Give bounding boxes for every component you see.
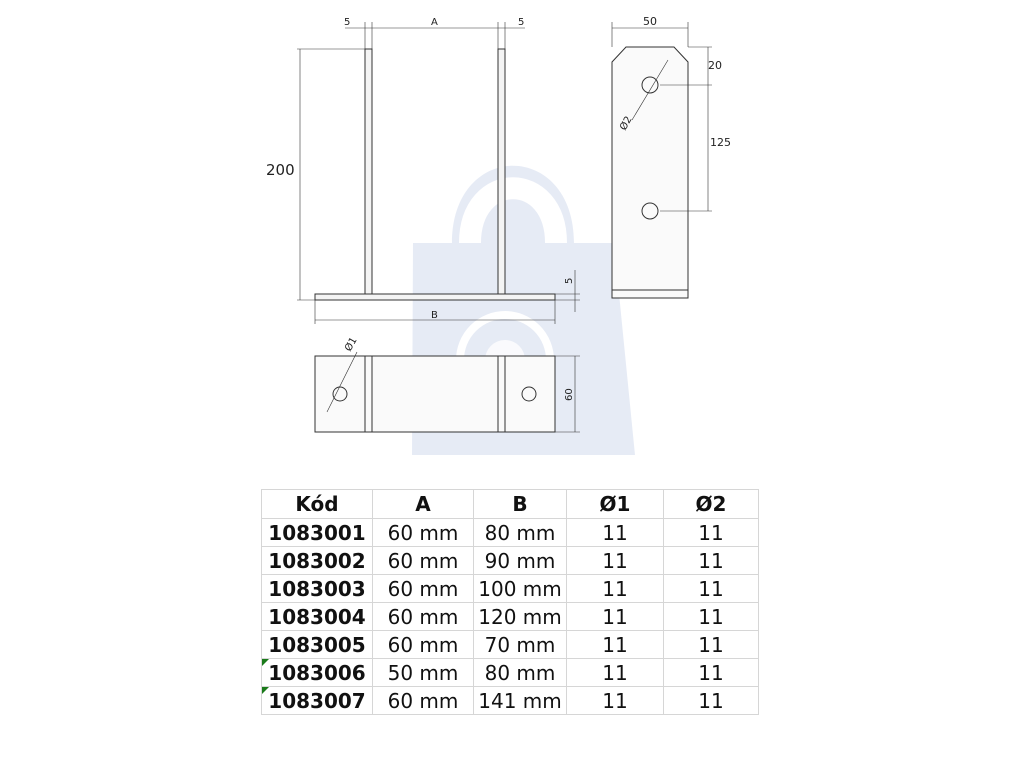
cell-b: 80 mm: [474, 659, 567, 687]
cell-d2: 11: [664, 687, 759, 715]
table-row: [262, 575, 759, 603]
cell-b: 80 mm: [474, 519, 567, 547]
dim-hole-spacing: 125: [710, 136, 731, 149]
table-row: [262, 603, 759, 631]
dim-right-thickness: 5: [518, 17, 525, 28]
cell-code-text: 1083006: [268, 660, 366, 685]
cell-d1: 11: [567, 687, 664, 715]
header-b: B: [474, 490, 567, 519]
header-d1: Ø1: [567, 490, 664, 519]
cell-a: 60 mm: [373, 687, 474, 715]
table-row: [262, 631, 759, 659]
cell-d2: 11: [664, 603, 759, 631]
cell-b: 90 mm: [474, 547, 567, 575]
cell-a: 60 mm: [373, 519, 474, 547]
cell-d1: 11: [567, 659, 664, 687]
comment-flag-icon[interactable]: [262, 659, 269, 666]
cell-b: 70 mm: [474, 631, 567, 659]
dim-side-width: 50: [643, 15, 657, 28]
cell-a: 60 mm: [373, 547, 474, 575]
dim-base-width-b: B: [431, 310, 438, 321]
cell-code-text: 1083007: [268, 688, 366, 713]
cell-b: 100 mm: [474, 575, 567, 603]
dim-base-thickness: 5: [564, 277, 575, 284]
dim-hole-diameter-2: Ø2: [618, 114, 635, 133]
table-row: [262, 659, 759, 687]
dim-gap-a: A: [431, 17, 438, 28]
cell-code: 1083001: [262, 519, 373, 547]
dim-depth: 60: [564, 388, 575, 401]
dim-height: 200: [266, 161, 295, 179]
header-a: A: [373, 490, 474, 519]
cell-d2: 11: [664, 547, 759, 575]
table-header-row: [262, 490, 759, 519]
dim-top-offset: 20: [708, 59, 722, 72]
cell-code: 1083002: [262, 547, 373, 575]
cell-d1: 11: [567, 575, 664, 603]
cell-d1: 11: [567, 547, 664, 575]
table-row: [262, 687, 759, 715]
cell-d1: 11: [567, 631, 664, 659]
cell-a: 50 mm: [373, 659, 474, 687]
cell-code: 1083005: [262, 631, 373, 659]
dim-hole-diameter-1: Ø1: [343, 335, 360, 354]
cell-d2: 11: [664, 659, 759, 687]
cell-code: 1083003: [262, 575, 373, 603]
cell-code: 1083004: [262, 603, 373, 631]
cell-d1: 11: [567, 603, 664, 631]
table-row: [262, 519, 759, 547]
cell-d2: 11: [664, 519, 759, 547]
dim-left-thickness: 5: [344, 17, 351, 28]
table-row: [262, 547, 759, 575]
cell-d2: 11: [664, 631, 759, 659]
cell-d1: 11: [567, 519, 664, 547]
cell-a: 60 mm: [373, 575, 474, 603]
cell-b: 120 mm: [474, 603, 567, 631]
side-view: [612, 22, 712, 298]
spec-table: [261, 489, 759, 715]
comment-flag-icon[interactable]: [262, 687, 269, 694]
cell-a: 60 mm: [373, 603, 474, 631]
cell-d2: 11: [664, 575, 759, 603]
cell-code: [262, 687, 373, 715]
bottom-view: [315, 352, 580, 432]
cell-b: 141 mm: [474, 687, 567, 715]
cell-a: 60 mm: [373, 631, 474, 659]
cell-code: [262, 659, 373, 687]
header-d2: Ø2: [664, 490, 759, 519]
header-code: Kód: [262, 490, 373, 519]
